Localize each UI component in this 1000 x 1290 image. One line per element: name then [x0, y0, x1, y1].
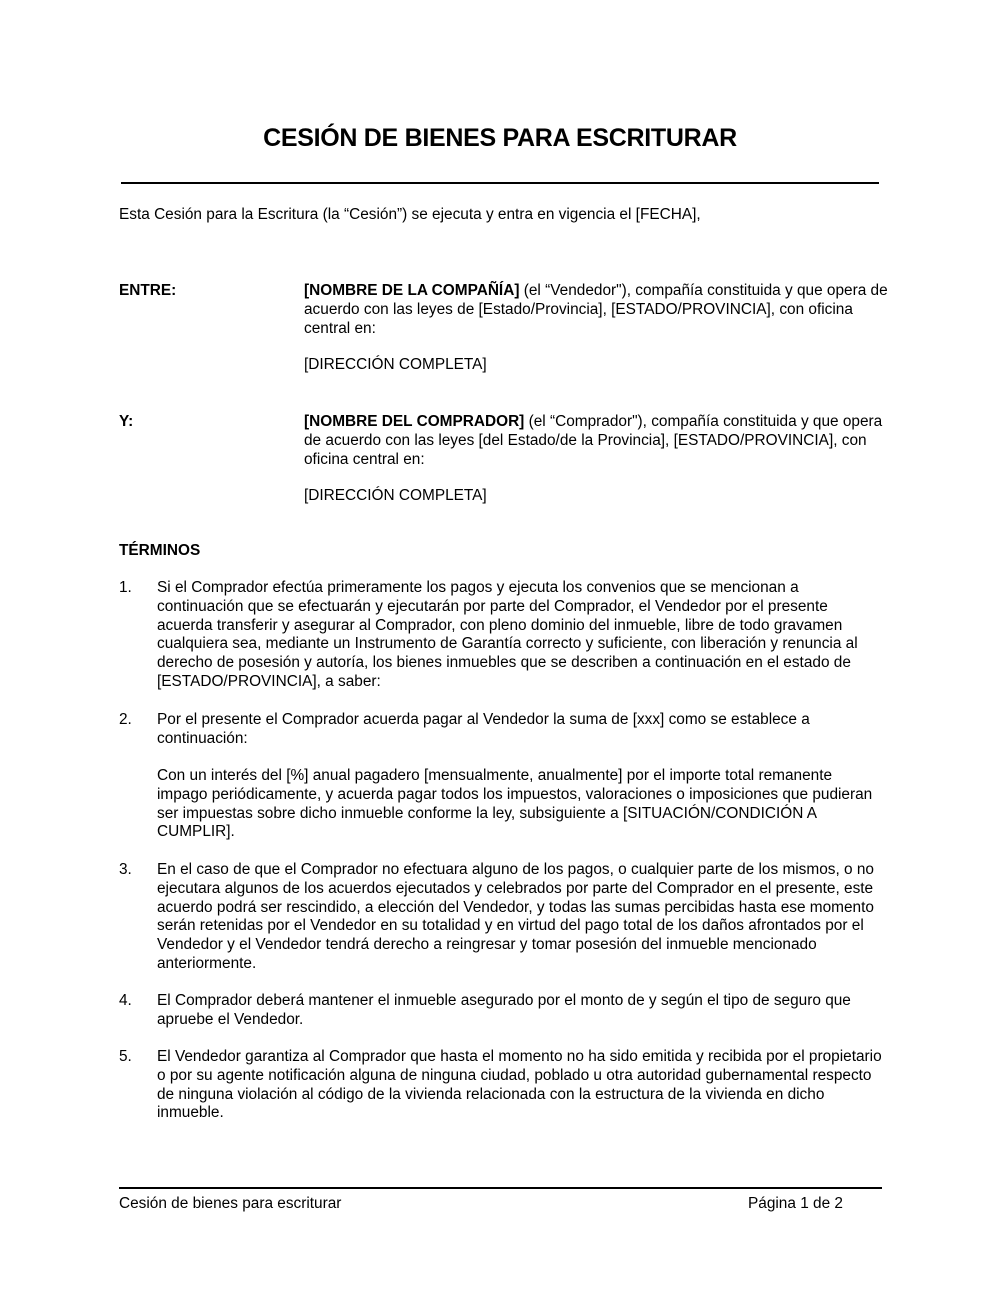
clause-number: 4.	[119, 992, 132, 1009]
party-description	[304, 281, 889, 338]
party-details: (el “Vendedor"), compañía constituida y que opera de acuerdo con las leyes de [Estado/Provincia], [ESTADO/PROVINCIA], con oficina central en:	[304, 282, 888, 337]
clause-text: Por el presente el Comprador acuerda pagar al Vendedor la suma de [xxx] como se establece a continuación:	[157, 711, 810, 747]
document-title: CESIÓN DE BIENES PARA ESCRITURAR	[263, 124, 737, 152]
title-divider	[121, 182, 879, 184]
clause-text: En el caso de que el Comprador no efectuara alguno de los pagos, o cualquier parte de los mismos, o no ejecutara algunos de los acuerdos ejecutados y celebrados por parte del Comprador en el presente, este acuerdo podrá ser rescindido, a elección del Vendedor, y todas las sumas percibidas hasta ese momento serán retenidas por el Vendedor en su totalidad y en virtud del pago total de los daños afrontados por el Vendedor y el Vendedor tendrá derecho a reingresar y tomar posesión del inmueble mencionado anteriormente.	[157, 861, 874, 972]
party-details: (el “Comprador"), compañía constituida y que opera de acuerdo con las leyes [del Estado/de la Provincia], [ESTADO/PROVINCIA], con oficina central en:	[304, 413, 883, 468]
terms-heading: TÉRMINOS	[119, 542, 201, 559]
clause-text: El Comprador deberá mantener el inmueble asegurado por el monto de y según el tipo de seguro que apruebe el Vendedor.	[157, 992, 851, 1028]
footer-document-name: Cesión de bienes para escriturar	[119, 1195, 342, 1212]
party-name: [NOMBRE DEL COMPRADOR]	[304, 413, 525, 430]
intro-paragraph: Esta Cesión para la Escritura (la “Cesión”) se ejecuta y entra en vigencia el [FECHA],	[119, 206, 701, 223]
clause-number: 3.	[119, 861, 132, 878]
party-label: ENTRE:	[119, 282, 177, 299]
party-label: Y:	[119, 413, 134, 430]
clause-text: El Vendedor garantiza al Comprador que hasta el momento no ha sido emitida y recibida por el propietario o por su agente notificación alguna de ninguna ciudad, poblado u otra autoridad gubernamental respecto de ninguna violación al código de la vivienda relacionada con la estructura de la vivienda en dicho inmueble.	[157, 1048, 882, 1122]
party-address: [DIRECCIÓN COMPLETA]	[304, 487, 487, 504]
clause-number: 2.	[119, 711, 132, 728]
clause-number: 5.	[119, 1048, 132, 1065]
party-address: [DIRECCIÓN COMPLETA]	[304, 356, 487, 373]
party-name: [NOMBRE DE LA COMPAÑÍA]	[304, 282, 520, 299]
clause-number: 1.	[119, 579, 132, 596]
party-description	[304, 412, 889, 469]
footer-divider	[119, 1187, 882, 1189]
footer-page-number: Página 1 de 2	[748, 1195, 843, 1212]
clause-subtext: Con un interés del [%] anual pagadero [mensualmente, anualmente] por el importe total remanente impago periódicamente, y acuerda pagar todos los impuestos, valoraciones o imposiciones que pudieran ser impuestas sobre dicho inmueble conforme la ley, subsiguiente a [SITUACIÓN/CONDICIÓN A CUMPLIR].	[157, 767, 873, 841]
clause-text: Si el Comprador efectúa primeramente los pagos y ejecuta los convenios que se mencionan a continuación que se efectuarán y ejecutarán por parte del Comprador, el Vendedor por el presente acuerda transferir y asegurar al Comprador, con pleno dominio del inmueble, libre de todo gravamen cualquiera sea, mediante un Instrumento de Garantía correcto y suficiente, con liberación y renuncia al derecho de posesión y autoría, los bienes inmuebles que se describen a continuación en el estado de [ESTADO/PROVINCIA], a saber:	[157, 579, 858, 690]
